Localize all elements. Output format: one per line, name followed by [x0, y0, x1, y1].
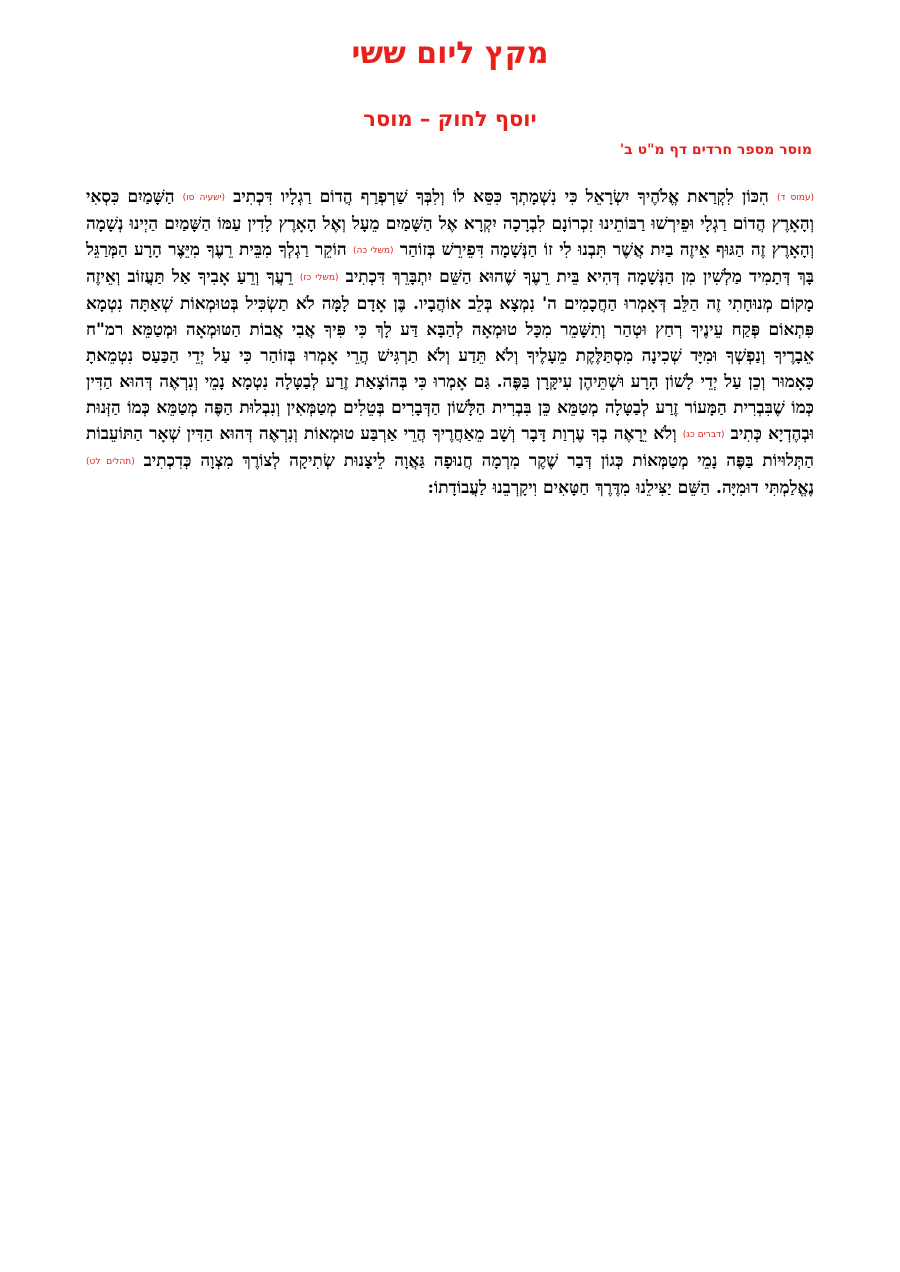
- scripture-reference: (עמוס ד): [776, 193, 815, 203]
- paragraph-text: הִכּוֹן לִקְרַאת אֱלֹהֶיךָ יִשְׂרָאֵל כִּי נִשְׁמָתְךָ כִּסֵּא לוֹ וְלִבְּךָ שַׁרְפְרַף הֲדוֹם רַגְלָיו דִּכְתִיב: [224, 187, 777, 207]
- paragraph-text: נֶאֱלַמְתִּי דוּמִיָּה. הַשֵּׁם יַצִּילֵנוּ מִדֶּרֶךְ חַטָּאִים וִיקָרְבֵנוּ לַעֲבוֹדָתוֹ:: [427, 478, 814, 498]
- paragraph-text: וְלֹא יֵרָאֶה בְךָ עֶרְוַת דָּבָר וְשָׁב מֵאַחֲרֶיךָ הֲרֵי אַרְבַּע טוּמְאוֹת וְנִרְאֶה דְּהוּא הַדִּין שְׁאָר הַתּוֹעֵבוֹת הַתְּלוּיוֹת בַּפֶּה נָמֵי מְטַמְּאוֹת כְּגוֹן דְּבַר שֶׁקֶר מִרְמָה חֲנוּפָה גַּאֲוָה לֵיצָנוּת שְׂתִיקָה לְצוֹרֶךְ מִצְוָה כְּדִכְתִיב: [86, 424, 815, 471]
- scripture-reference: (משלי כז): [299, 273, 339, 283]
- paragraph-text: רֵעֲךָ וְרֵעַ אָבִיךָ אַל תַּעֲזוֹב וְאֵיזֶה מָקוֹם מְנוּחָתִי זֶה הַלֵּב דְּאָמְרוּ הַחֲכָמִים ה' נִמְצָא בְּלֵב אוֹהֲבָיו. בֶּן אָדָם לָמָּה לֹא תַשְׂכִּיל בְּטוּמְאוֹת שְׁאַתָּה נִטְמָא פִּתְאוֹם פְּקַח עֵינֶיךָ רְחַץ וּטְהַר וְתִשָּׁמֵר מִכָּל טוּמְאָה לְהַבָּא דַּע לָךְ כִּי פִּיךָ אֲבִי אֲבוֹת הַטּוּמְאָה וּמְטַמֵּא רמ"ח אֵבָרֶיךָ וְנַפְשְׁךָ וּמִיָּד שְׁכִינָה מִסְתַּלֶּקֶת מֵעָלֶיךָ וְלֹא תֵּדַע וְלֹא תַרְגִּישׁ הֲרֵי אָמְרוּ בְּזוֹהַר כִּי עַל יְדֵי הַכַּעַס נִטְמֵאתָ כָּאָמוּר וְכֵן עַל יְדֵי לָשׁוֹן הָרָע וּשְׁתֵּיהֶן עִיקָּרָן בַּפֶּה. גַּם אָמְרוּ כִּי בְּהוֹצָאַת זֶרַע לְבַטָּלָה נִטְמָא נָמֵי וְנִרְאֶה דְּהוּא הַדִּין כְּמוֹ שֶׁבִּבְרִית הַמָּעוֹר זֶרַע לְבַטָּלָה מְטַמֵּא כֵּן בִּבְרִית הַלָּשׁוֹן הַדְּבָרִים בְּטֵלִים מְטַמְּאִין וְנִבְלוּת הַפֶּה מְטַמֵּא כְּמוֹ הַזְּנוּת וּבְהֶדְיָא כְּתִיב: [86, 267, 814, 444]
- paragraph-text: הַשָּׁמַיִם כִּסְאִי וְהָאָרֶץ הֲדוֹם רַגְלָי וּפֵירְשׁוּ רַבּוֹתֵינוּ זִכְרוֹנָם לִבְרָכָה יִקְרָא אֶל הַשָּׁמַיִם מֵעָל וְאֶל הָאָרֶץ לָדִין עַמּוֹ הַשָּׁמַיִם הַיְינוּ נְשָׁמָה וְהָאָרֶץ זֶה הַגּוּף אֵיזֶה בַיִת אֲשֶׁר תִּבְנוּ לִי זוֹ הַנְּשָׁמָה דִּפֵירֵשׁ בְּזוֹהַר: [86, 187, 815, 260]
- paragraph-text: הוֹקֵר רַגְלְךָ מִבֵּית רֵעֶךָ מִיֵּצֶר הָרָע הַמְּרַגֵּל בָּךְ דְּתָמִיד מַלְשִׁין מִן הַנְּשָׁמָה דְּהִיא בֵּית רֵעֶךָ שֶׁהוּא הַשֵּׁם יִתְבָּרֵךְ דִּכְתִיב: [86, 240, 814, 287]
- body-paragraph: [86, 184, 814, 501]
- scripture-reference: (משלי כה): [352, 246, 394, 256]
- source-citation: מוסר מספר חרדים דף מ"ט ב': [619, 142, 812, 158]
- page-subtitle: יוסף לחוק – מוסר: [363, 107, 537, 131]
- scripture-reference: (תהלים לט): [86, 457, 135, 467]
- scripture-reference: (ישעיה סו): [182, 193, 225, 203]
- scripture-reference: (דברים כג): [682, 430, 725, 440]
- page-title: מקץ ליום ששי: [351, 36, 549, 71]
